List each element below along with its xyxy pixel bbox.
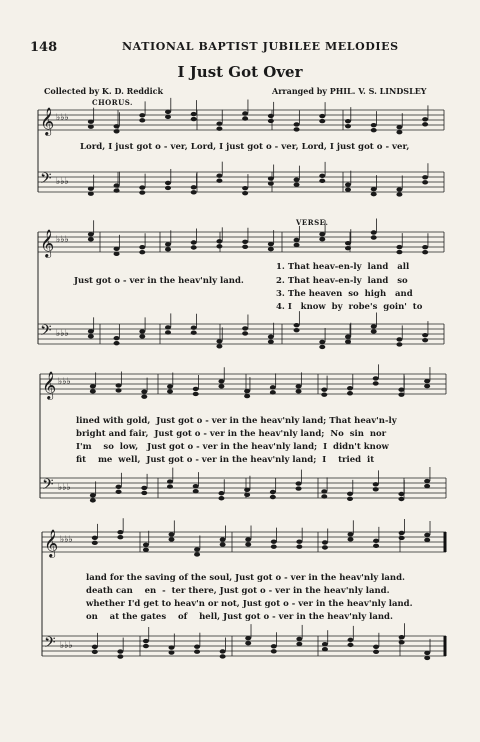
system1-bass-notehead <box>422 180 428 184</box>
system3-bass-notehead <box>193 489 199 493</box>
chorus-lyric: Lord, I just got o - ver, Lord, I just got o - ver, Lord, I just got o - ver, <box>80 142 410 152</box>
system4-bass-notehead <box>399 635 405 639</box>
system2-bass-notehead <box>139 329 145 333</box>
system1-treble-notehead <box>345 124 351 128</box>
system3-treble-notehead <box>141 389 147 393</box>
system2-bass-notehead <box>371 329 377 333</box>
system3-bass-notehead <box>321 489 327 493</box>
system4-treble-notehead <box>117 530 123 534</box>
system4-bass-notehead <box>348 638 354 642</box>
system2-treble-notehead <box>319 232 325 236</box>
system2-verse-1: 1. That heav-en-ly land all <box>276 262 410 272</box>
system1-treble-notehead <box>345 119 351 123</box>
system2-treble-notehead <box>422 250 428 254</box>
system2-bass-notehead <box>165 325 171 329</box>
system4-bass-notehead <box>169 650 175 654</box>
system3-bass-notehead <box>424 484 430 488</box>
system4-bass-notehead <box>117 649 123 653</box>
system4-treble-notehead <box>399 531 405 535</box>
system2-treble-notehead <box>191 245 197 249</box>
system1-bass-notehead <box>88 187 94 191</box>
system3-bass-notehead <box>167 479 173 483</box>
system4-bass-notehead <box>245 641 251 645</box>
system4-treble-notehead <box>194 552 200 556</box>
system1-treble-key-signature: ♭♭♭ <box>56 113 69 123</box>
system2-bass-notehead <box>88 329 94 333</box>
system2-treble-notehead <box>139 250 145 254</box>
system4-bass-notehead <box>271 649 277 653</box>
system2-treble-notehead <box>88 232 94 236</box>
system1-bass-notehead <box>319 174 325 178</box>
system3-treble-notehead <box>90 384 96 388</box>
system2-treble-notehead <box>422 245 428 249</box>
system1-bass-notehead <box>294 177 300 181</box>
system1-treble-notehead <box>371 128 377 132</box>
system3-bass-notehead <box>90 498 96 502</box>
system2-bass-notehead <box>242 331 248 335</box>
system1-bass-notehead <box>114 188 120 192</box>
system3-verse-4: fit me well, Just got o - ver in the heav'nly land; I tried it <box>76 455 375 465</box>
system2-treble-notehead <box>216 244 222 248</box>
system2-bass-notehead <box>114 341 120 345</box>
system4-treble-notehead <box>245 537 251 541</box>
system2-bass-notehead <box>242 326 248 330</box>
verse-label: VERSE. <box>296 218 329 227</box>
system1-bass-notehead <box>88 192 94 196</box>
system4-treble-key-signature: ♭♭♭ <box>60 535 73 545</box>
system4-treble-notehead <box>322 540 328 544</box>
system3-bass-notehead <box>218 496 224 500</box>
system4-treble-notehead <box>117 535 123 539</box>
system2-lyric: Just got o - ver in the heav'nly land. <box>74 276 244 286</box>
system1-bass-notehead <box>216 178 222 182</box>
system3-bass-notehead <box>347 492 353 496</box>
system3-bass-notehead <box>398 492 404 496</box>
system1-bass-notehead <box>268 176 274 180</box>
system2-bass-notehead <box>216 344 222 348</box>
system3-treble-notehead <box>321 387 327 391</box>
system1-treble-notehead <box>371 123 377 127</box>
system1-bass-notehead <box>319 179 325 183</box>
system3-bass-notehead <box>398 497 404 501</box>
system1-treble-clef: 𝄞 <box>40 107 55 135</box>
system3-bass-notehead <box>193 484 199 488</box>
system3-verse-3: I'm so low, Just got o - ver in the heav'nly land; I didn't know <box>76 442 389 452</box>
system1-bass-notehead <box>422 175 428 179</box>
system1-treble-notehead <box>114 124 120 128</box>
system3-treble-notehead <box>244 389 250 393</box>
system3-treble-notehead <box>90 389 96 393</box>
system1-bass-notehead <box>371 187 377 191</box>
system4-bass-notehead <box>220 649 226 653</box>
system1-treble-notehead <box>242 111 248 115</box>
system2-treble-notehead <box>319 237 325 241</box>
system4-bass-notehead <box>194 649 200 653</box>
system2-bass-notehead <box>139 334 145 338</box>
system4-bass-key-signature: ♭♭♭ <box>60 641 73 651</box>
system1-treble-notehead <box>396 125 402 129</box>
system2-treble-notehead <box>114 252 120 256</box>
system4-treble-notehead <box>169 537 175 541</box>
system2-bass-notehead <box>191 326 197 330</box>
system4-treble-clef: 𝄞 <box>44 529 59 557</box>
system4-bass-notehead <box>348 643 354 647</box>
system2-treble-notehead <box>165 242 171 246</box>
system4-treble-notehead <box>424 533 430 537</box>
system1-treble-notehead <box>268 114 274 118</box>
system1-treble-notehead <box>139 113 145 117</box>
system3-treble-notehead <box>398 387 404 391</box>
system3-treble-notehead <box>116 388 122 392</box>
system4-treble-notehead <box>220 537 226 541</box>
system3-bass-notehead <box>270 490 276 494</box>
system2-treble-notehead <box>294 238 300 242</box>
system2-bass-notehead <box>319 345 325 349</box>
system1-bass-notehead <box>165 181 171 185</box>
system2-bass-notehead <box>371 324 377 328</box>
system3-treble-notehead <box>218 384 224 388</box>
system2-bass-notehead <box>294 323 300 327</box>
system4-bass-notehead <box>92 650 98 654</box>
system1-bass-notehead <box>191 190 197 194</box>
system2-verse-2: 2. That heav-en-ly land so <box>276 276 408 286</box>
system2-treble-notehead <box>345 246 351 250</box>
system2-bass-notehead <box>268 335 274 339</box>
system4-treble-notehead <box>143 548 149 552</box>
system3-bass-notehead <box>90 493 96 497</box>
system3-treble-clef: 𝄞 <box>42 371 57 399</box>
system3-treble-notehead <box>193 387 199 391</box>
system2-treble-notehead <box>139 245 145 249</box>
system2-treble-notehead <box>371 235 377 239</box>
system4-treble-notehead <box>348 537 354 541</box>
system1-treble-notehead <box>165 115 171 119</box>
system1-bass-notehead <box>114 183 120 187</box>
system1-treble-notehead <box>165 110 171 114</box>
system4-bass-notehead <box>169 645 175 649</box>
system4-treble-notehead <box>348 532 354 536</box>
system2-treble-notehead <box>242 240 248 244</box>
system3-treble-notehead <box>167 389 173 393</box>
system4-treble-notehead <box>271 544 277 548</box>
system4-bass-notehead <box>143 644 149 648</box>
system4-bass-notehead <box>271 644 277 648</box>
system4-treble-notehead <box>373 544 379 548</box>
system4-bass-notehead <box>245 636 251 640</box>
system2-treble-notehead <box>216 239 222 243</box>
system4-bass-notehead <box>117 654 123 658</box>
system4-treble-notehead <box>424 538 430 542</box>
system2-bass-notehead <box>88 334 94 338</box>
system1-treble-notehead <box>191 117 197 121</box>
system2-verse-3: 3. The heaven so high and <box>276 289 413 299</box>
system4-verse-2: death can en - ter there, Just got o - ver in the heav'nly land. <box>86 586 390 596</box>
system1-treble-notehead <box>294 127 300 131</box>
system1-bass-notehead <box>396 192 402 196</box>
system4-treble-notehead <box>143 543 149 547</box>
system4-treble-notehead <box>245 542 251 546</box>
system3-treble-notehead <box>218 379 224 383</box>
system1-bass-notehead <box>139 185 145 189</box>
system2-bass-notehead <box>114 336 120 340</box>
system2-bass-notehead <box>396 342 402 346</box>
system1-treble-notehead <box>139 118 145 122</box>
system3-treble-notehead <box>270 385 276 389</box>
system3-treble-notehead <box>296 389 302 393</box>
system4-treble-notehead <box>92 541 98 545</box>
system1-treble-notehead <box>268 119 274 123</box>
system3-bass-notehead <box>270 495 276 499</box>
system1-treble-notehead <box>88 119 94 123</box>
system4-treble-notehead <box>296 544 302 548</box>
system4-bass-notehead <box>322 642 328 646</box>
system4-bass-notehead <box>424 651 430 655</box>
system2-treble-clef: 𝄞 <box>40 229 55 257</box>
system2-bass-notehead <box>165 330 171 334</box>
system2-treble-key-signature: ♭♭♭ <box>56 235 69 245</box>
system3-bass-notehead <box>116 490 122 494</box>
system2-treble-notehead <box>396 245 402 249</box>
system2-bass-notehead <box>345 340 351 344</box>
system3-treble-notehead <box>244 394 250 398</box>
system3-verse-1: lined with gold, Just got o - ver in the heav'nly land; That heav'n-ly <box>76 416 397 426</box>
system3-treble-notehead <box>141 394 147 398</box>
system2-treble-notehead <box>294 243 300 247</box>
system3-treble-notehead <box>373 381 379 385</box>
system1-treble-notehead <box>191 112 197 116</box>
system1-bass-notehead <box>139 190 145 194</box>
system1-bass-notehead <box>216 173 222 177</box>
system3-bass-clef: 𝄢 <box>42 476 54 497</box>
system3-bass-notehead <box>141 491 147 495</box>
system2-bass-clef: 𝄢 <box>40 322 52 343</box>
system4-treble-notehead <box>92 536 98 540</box>
system1-bass-clef: 𝄢 <box>40 170 52 191</box>
system4-bass-clef: 𝄢 <box>44 634 56 655</box>
system2-treble-notehead <box>242 245 248 249</box>
system3-bass-notehead <box>296 486 302 490</box>
system4-verse-3: whether I'd get to heav'n or not, Just got o - ver in the heav'nly land. <box>86 599 413 609</box>
system2-bass-notehead <box>422 333 428 337</box>
system1-treble-notehead <box>88 124 94 128</box>
system1-bass-notehead <box>371 192 377 196</box>
system3-treble-notehead <box>424 379 430 383</box>
system3-bass-notehead <box>244 493 250 497</box>
system4-treble-notehead <box>194 547 200 551</box>
system4-treble-notehead <box>322 545 328 549</box>
system1-bass-notehead <box>345 187 351 191</box>
system3-verse-2: bright and fair, Just got o - ver in the heav'nly land; No sin nor <box>76 429 387 439</box>
system1-bass-notehead <box>294 182 300 186</box>
system3-bass-notehead <box>373 487 379 491</box>
system3-bass-key-signature: ♭♭♭ <box>58 483 71 493</box>
system3-bass-notehead <box>347 497 353 501</box>
system1-bass-notehead <box>242 186 248 190</box>
system4-treble-notehead <box>220 542 226 546</box>
running-title: NATIONAL BAPTIST JUBILEE MELODIES <box>122 40 399 53</box>
system2-bass-notehead <box>216 339 222 343</box>
system4-treble-notehead <box>399 536 405 540</box>
system4-bass-notehead <box>143 639 149 643</box>
system1-treble-notehead <box>319 119 325 123</box>
system2-treble-notehead <box>345 241 351 245</box>
system2-bass-notehead <box>396 337 402 341</box>
system1-bass-notehead <box>242 191 248 195</box>
system3-treble-key-signature: ♭♭♭ <box>58 377 71 387</box>
system2-treble-notehead <box>268 242 274 246</box>
system1-treble-notehead <box>294 122 300 126</box>
system4-verse-4: on at the gates of hell, Just got o - ver in the heav'nly land. <box>86 612 393 622</box>
system1-treble-notehead <box>242 116 248 120</box>
system2-bass-notehead <box>319 340 325 344</box>
system2-treble-notehead <box>165 247 171 251</box>
system1-treble-notehead <box>319 114 325 118</box>
system3-treble-notehead <box>424 384 430 388</box>
system3-bass-notehead <box>116 485 122 489</box>
system4-treble-notehead <box>271 539 277 543</box>
system1-treble-notehead <box>422 117 428 121</box>
system1-treble-notehead <box>216 121 222 125</box>
system2-bass-notehead <box>294 328 300 332</box>
system3-treble-notehead <box>321 392 327 396</box>
system3-bass-notehead <box>321 494 327 498</box>
system1-bass-notehead <box>268 181 274 185</box>
system2-bass-notehead <box>422 338 428 342</box>
system2-verse-4: 4. I know by robe's goin' to <box>276 302 423 312</box>
system2-treble-notehead <box>396 250 402 254</box>
system1-bass-notehead <box>345 182 351 186</box>
system3-treble-notehead <box>167 384 173 388</box>
system3-treble-notehead <box>398 392 404 396</box>
system1-bass-notehead <box>165 186 171 190</box>
system3-treble-notehead <box>296 384 302 388</box>
chorus-label: CHORUS. <box>92 98 133 107</box>
system3-treble-notehead <box>193 392 199 396</box>
system4-bass-notehead <box>296 637 302 641</box>
system2-treble-notehead <box>114 247 120 251</box>
system2-bass-key-signature: ♭♭♭ <box>56 329 69 339</box>
system2-treble-notehead <box>88 237 94 241</box>
system4-verse-1: land for the saving of the soul, Just got o - ver in the heav'nly land. <box>86 573 406 583</box>
system1-bass-key-signature: ♭♭♭ <box>56 177 69 187</box>
system1-treble-notehead <box>422 122 428 126</box>
collected-by: Collected by K. D. Reddick <box>44 86 164 96</box>
system1-treble-notehead <box>396 130 402 134</box>
system2-bass-notehead <box>191 331 197 335</box>
system4-bass-notehead <box>194 644 200 648</box>
system3-treble-notehead <box>347 391 353 395</box>
system4-bass-notehead <box>399 640 405 644</box>
system2-bass-notehead <box>268 340 274 344</box>
system3-bass-notehead <box>244 488 250 492</box>
system3-bass-notehead <box>167 484 173 488</box>
system1-treble-notehead <box>114 129 120 133</box>
system4-bass-notehead <box>373 650 379 654</box>
system3-bass-notehead <box>141 486 147 490</box>
system2-treble-notehead <box>268 247 274 251</box>
system4-treble-notehead <box>373 539 379 543</box>
system3-treble-notehead <box>116 383 122 387</box>
system4-treble-notehead <box>169 532 175 536</box>
system3-bass-notehead <box>218 491 224 495</box>
arranged-by: Arranged by PHIL. V. S. LINDSLEY <box>272 86 427 96</box>
system1-bass-notehead <box>191 185 197 189</box>
system2-bass-notehead <box>345 335 351 339</box>
system4-bass-notehead <box>424 656 430 660</box>
system4-bass-notehead <box>373 645 379 649</box>
system4-bass-notehead <box>296 642 302 646</box>
system3-bass-notehead <box>424 479 430 483</box>
system4-bass-notehead <box>92 645 98 649</box>
system3-bass-notehead <box>296 481 302 485</box>
system2-treble-notehead <box>371 230 377 234</box>
system2-treble-notehead <box>191 240 197 244</box>
system4-bass-notehead <box>220 654 226 658</box>
system1-bass-notehead <box>396 187 402 191</box>
system4-bass-notehead <box>322 647 328 651</box>
system4-treble-notehead <box>296 539 302 543</box>
page-number: 148 <box>30 40 58 55</box>
system1-treble-notehead <box>216 126 222 130</box>
song-title: I Just Got Over <box>177 63 303 81</box>
system3-treble-notehead <box>347 386 353 390</box>
system3-treble-notehead <box>270 390 276 394</box>
system3-bass-notehead <box>373 482 379 486</box>
system3-treble-notehead <box>373 376 379 380</box>
